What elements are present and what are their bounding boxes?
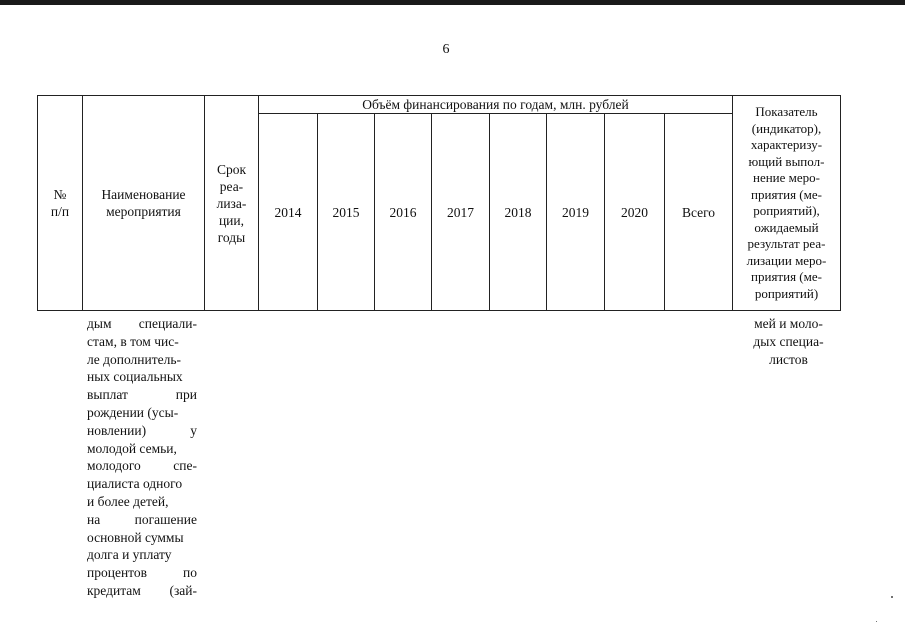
header-name: Наименование мероприятия — [101, 187, 186, 219]
text-line: кредитам (зай- — [87, 582, 197, 598]
text-line: ле дополнитель- — [87, 351, 181, 367]
header-year-2019: 2019 — [562, 204, 589, 220]
header-year-2018: 2018 — [504, 204, 532, 220]
text-line: ных социальных — [87, 369, 183, 385]
header-year-2017: 2017 — [447, 204, 474, 220]
text-line: стам, в том чис- — [87, 333, 179, 349]
text-line: листов — [769, 351, 808, 367]
header-year-2014: 2014 — [274, 204, 302, 220]
text-line: выплат при — [87, 387, 197, 403]
text-line: и более детей, — [87, 493, 169, 509]
header-indicator: Показатель (индикатор), характеризу- ющий выпол- нение меро- приятия (ме- роприятий), ожидаемый результат реа- лизации меро- приятия (ме- роприятий) — [746, 104, 827, 301]
header-year-2020: 2020 — [621, 204, 648, 220]
text-line: основной суммы — [87, 529, 184, 545]
header-total: Всего — [681, 204, 716, 220]
text-line: молодого спе- — [87, 458, 197, 474]
continuation-name-text — [87, 315, 197, 600]
text-line: долга и уплату — [87, 547, 172, 563]
text-line: процентов по — [87, 565, 197, 581]
header-funding-group: Объём финансирования по годам, млн. рублей — [362, 97, 629, 112]
header-year-2016: 2016 — [389, 204, 417, 220]
text-line: циалиста одного — [87, 476, 183, 492]
header-year-2015: 2015 — [332, 204, 360, 220]
text-line: молодой семьи, — [87, 440, 177, 456]
text-line: на погашение — [87, 511, 197, 527]
scan-speck — [891, 596, 893, 598]
text-line: дых специа- — [753, 333, 824, 349]
scan-speck — [876, 621, 877, 622]
text-line: новлении) у — [87, 422, 197, 438]
text-line: рождении (усы- — [87, 404, 179, 420]
header-term: Срок реа- лиза- ции, годы — [216, 161, 247, 245]
text-line: дым специали- — [87, 316, 197, 331]
continuation-indicator-text — [737, 315, 840, 368]
text-line: мей и моло- — [754, 316, 823, 331]
header-number: № п/п — [50, 187, 70, 219]
scan-top-border — [0, 0, 905, 5]
page-number: 6 — [442, 42, 450, 57]
